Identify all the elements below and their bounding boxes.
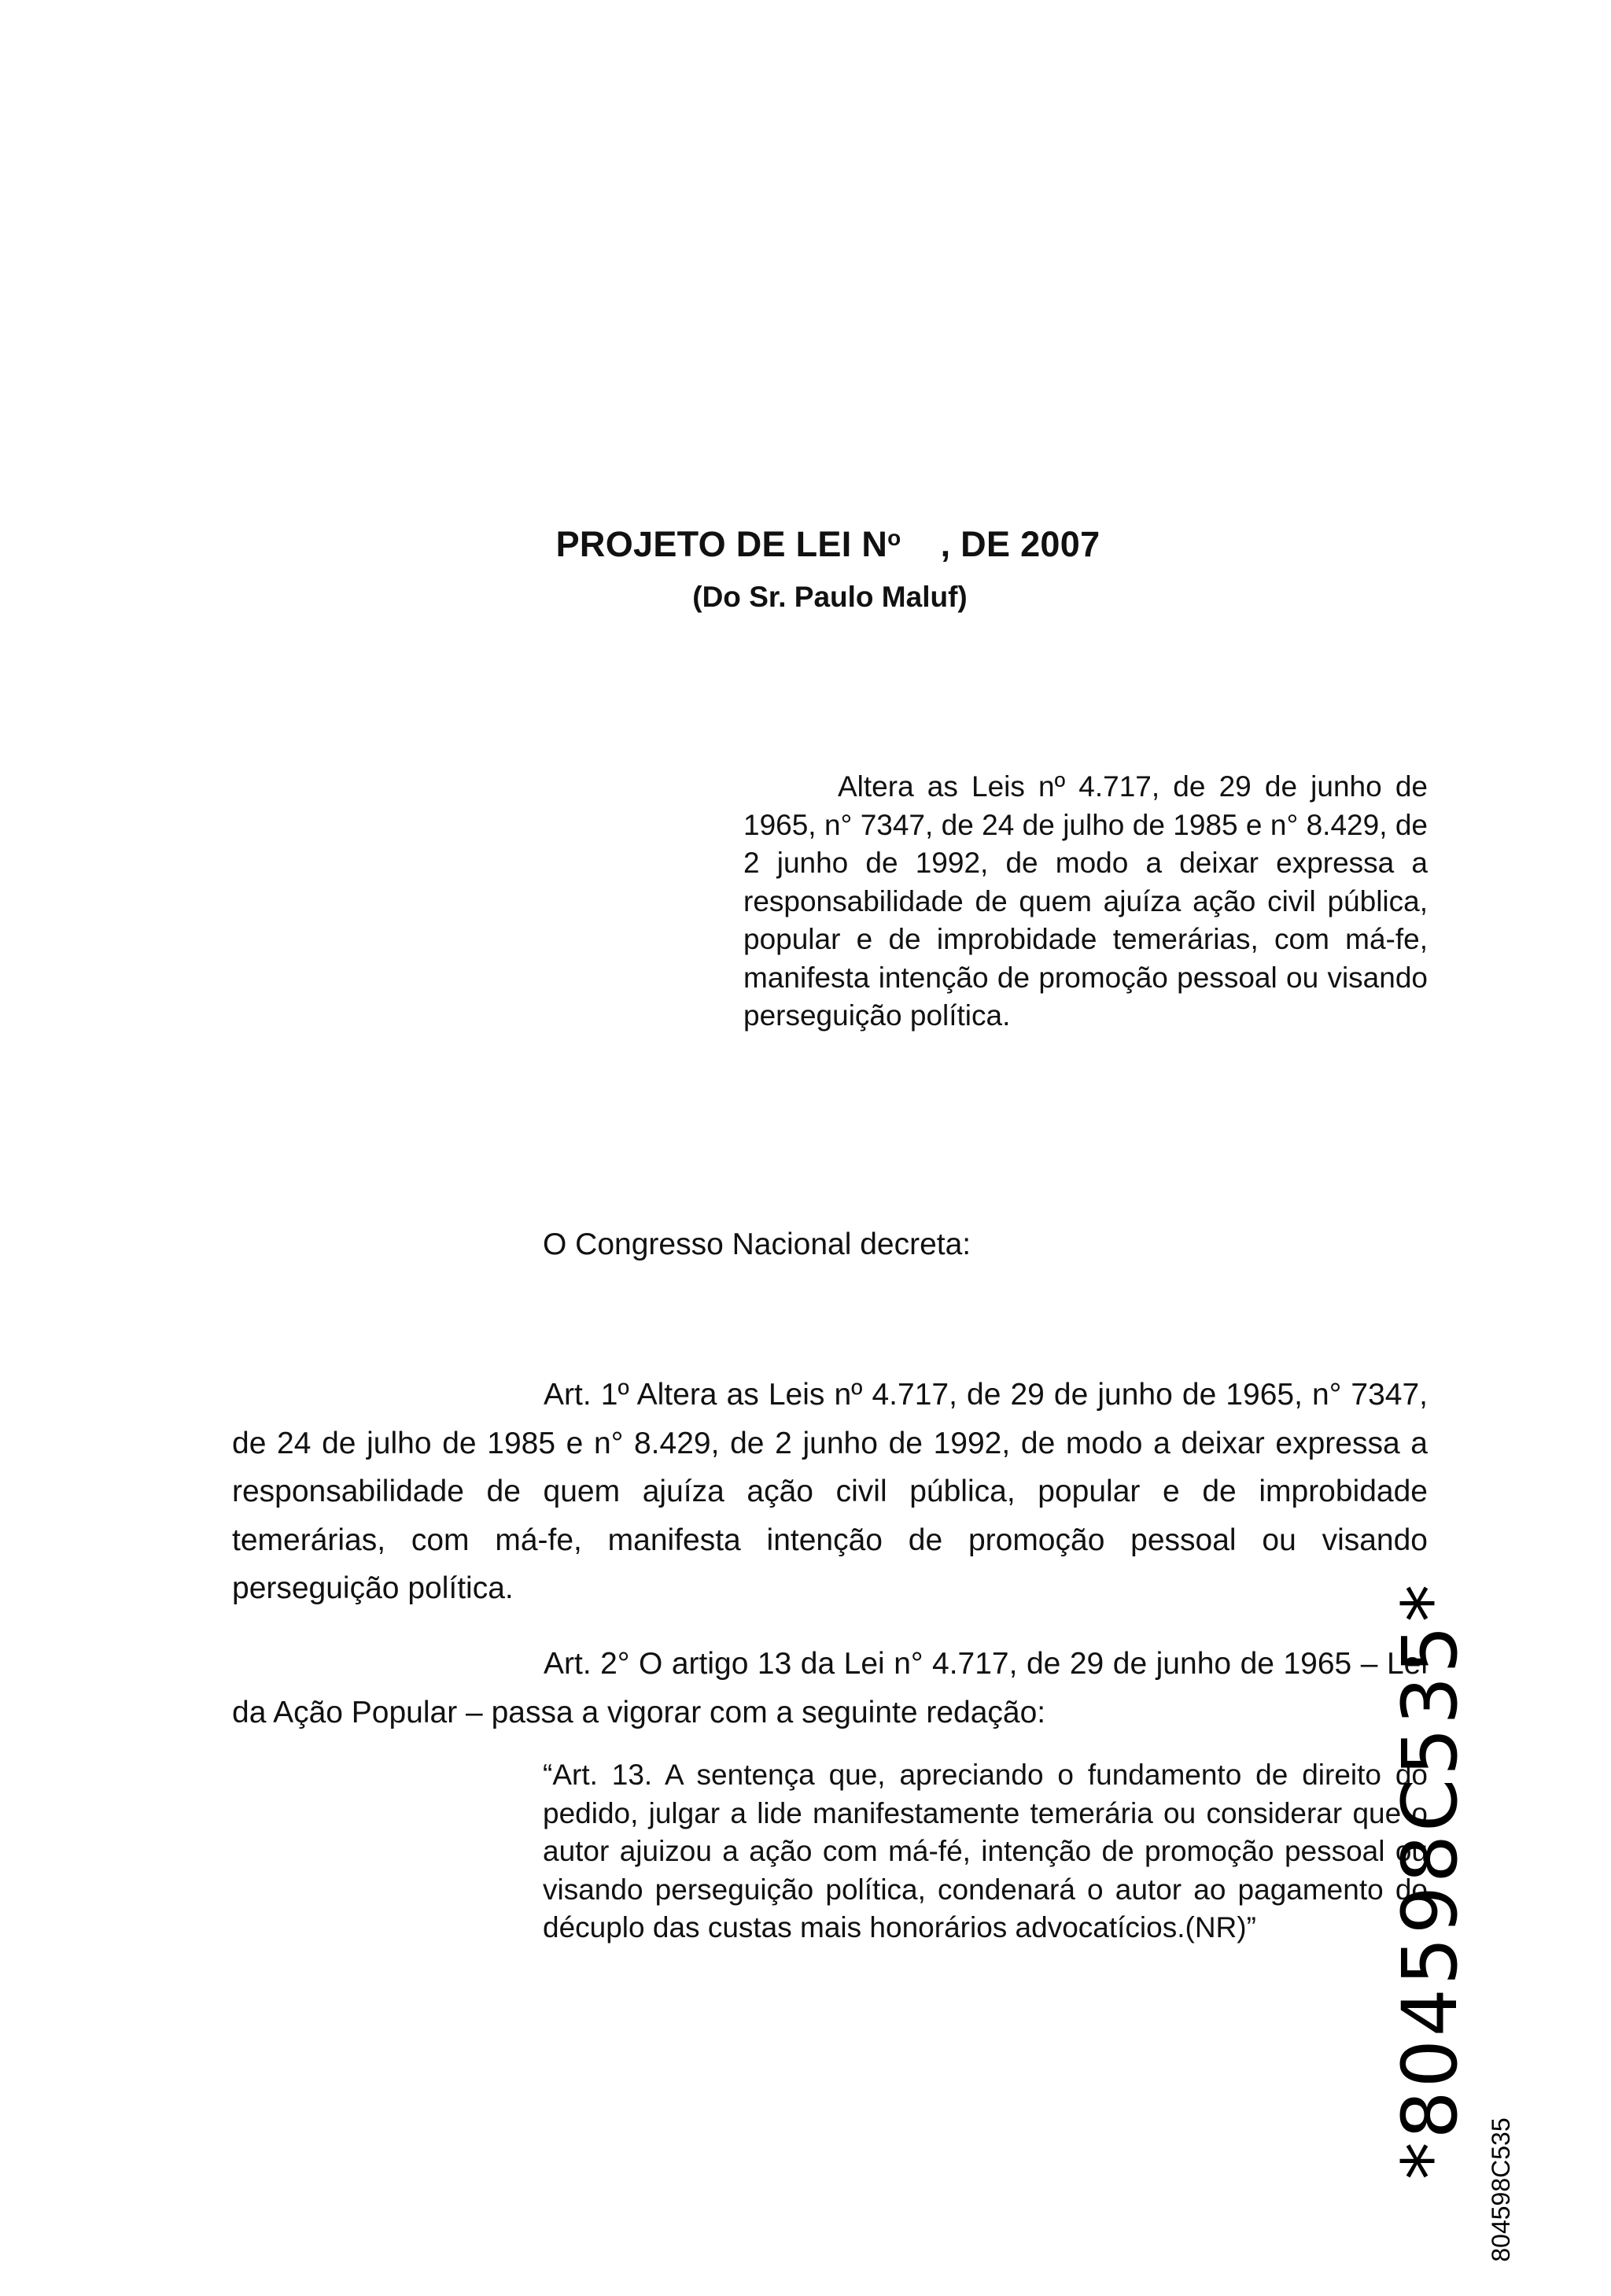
- title-prefix: PROJETO DE LEI N: [555, 524, 888, 564]
- article-1: [232, 1371, 1428, 1613]
- enactment-clause: O Congresso Nacional decreta:: [543, 1227, 971, 1261]
- author-line: (Do Sr. Paulo Maluf): [692, 581, 968, 613]
- barcode-code-small: 804598C535: [1486, 2117, 1515, 2262]
- quoted-article-13: [543, 1756, 1428, 1947]
- article-2: [232, 1640, 1428, 1737]
- quoted-article-text: “Art. 13. A sentença que, apreciando o fundamento de direito do pedido, julgar a lide manifestamente temerária ou considerar que o autor ajuizou a ação com má-fé, intenção de promoção pessoal ou visando perseguição política, condenará o autor ao pagamento do décuplo das custas mais honorários advocatícios.(NR)”: [543, 1759, 1428, 1943]
- article-1-text: Art. 1º Altera as Leis nº 4.717, de 29 de junho de 1965, n° 7347, de 24 de julho de 1985 e n° 8.429, de 2 junho de 1992, de modo a deixar expressa a responsabilidade de quem ajuíza ação civil pública, popular e de improbidade temerárias, com má-fe, manifesta intenção de promoção pessoal ou visando perseguição política.: [232, 1378, 1428, 1605]
- barcode-code-large: *804598C535*: [1386, 1581, 1474, 2180]
- document-title: [0, 516, 1611, 567]
- article-2-text: Art. 2° O artigo 13 da Lei n° 4.717, de 29 de junho de 1965 – Lei da Ação Popular – passa a vigorar com a seguinte redação:: [232, 1647, 1428, 1729]
- title-number-sign: o: [887, 526, 901, 550]
- title-suffix: , DE 2007: [940, 524, 1100, 564]
- ementa-text: Altera as Leis nº 4.717, de 29 de junho de 1965, n° 7347, de 24 de julho de 1985 e n° 8.429, de 2 junho de 1992, de modo a deixar expressa a responsabilidade de quem ajuíza ação civil pública, popular e de improbidade temerárias, com má-fe, manifesta intenção de promoção pessoal ou visando perseguição política.: [743, 770, 1428, 1032]
- ementa-block: [743, 768, 1428, 1035]
